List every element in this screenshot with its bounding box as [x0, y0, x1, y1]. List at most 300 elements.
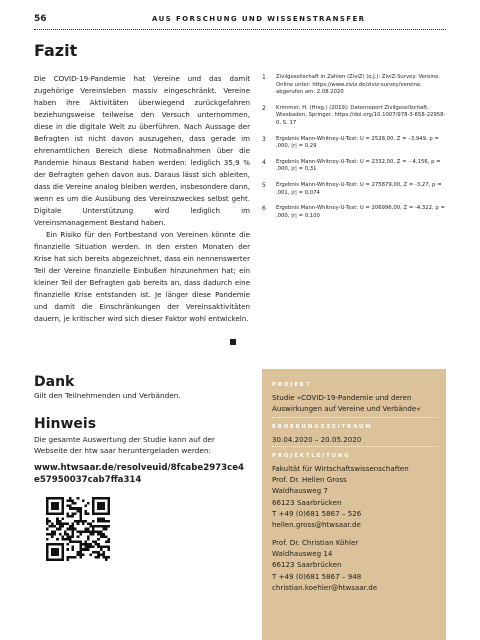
qr-module [102, 507, 105, 510]
qr-module [97, 520, 100, 523]
qr-module [72, 533, 75, 536]
qr-module [100, 535, 103, 538]
contact-block-koehler [272, 537, 442, 593]
qr-module [69, 525, 72, 528]
footnote-item [262, 205, 446, 220]
qr-module [95, 543, 98, 546]
qr-module [102, 535, 105, 538]
qr-module [79, 512, 82, 515]
qr-module [51, 543, 54, 546]
qr-module [51, 548, 54, 551]
qr-module [51, 502, 54, 505]
qr-module [56, 520, 59, 523]
qr-module [72, 535, 75, 538]
qr-module [46, 546, 49, 549]
qr-module [72, 525, 75, 528]
qr-module [79, 507, 82, 510]
qr-module [56, 551, 59, 554]
qr-module [56, 543, 59, 546]
qr-module [51, 507, 54, 510]
qr-module [84, 546, 87, 549]
qr-module [92, 525, 95, 528]
qr-module [107, 548, 110, 551]
qr-module [46, 558, 49, 561]
qr-module [79, 541, 82, 544]
qr-module [97, 507, 100, 510]
box-divider [272, 446, 438, 447]
qr-module [82, 530, 85, 533]
qr-module [74, 528, 77, 531]
qr-module [102, 520, 105, 523]
qr-module [72, 541, 75, 544]
qr-module [59, 497, 62, 500]
qr-module [61, 507, 64, 510]
qr-module [92, 528, 95, 531]
qr-module [107, 505, 110, 508]
qr-module [64, 523, 67, 526]
footnote-item [262, 159, 446, 174]
contact-line: 66123 Saarbrücken [272, 560, 342, 570]
footnotes-list [262, 74, 446, 228]
contact-email[interactable]: christian.koehler@htwsaar.de [272, 582, 378, 592]
qr-module [79, 533, 82, 536]
qr-module [97, 553, 100, 556]
qr-module [92, 520, 95, 523]
footnote-number: 3 [262, 135, 266, 143]
qr-module [61, 535, 64, 538]
zeitraum-label: ERHEBUNGSZEITRAUM [272, 424, 373, 430]
qr-module [79, 556, 82, 559]
qr-module [92, 510, 95, 513]
qr-module [102, 497, 105, 500]
qr-module [61, 497, 64, 500]
qr-module [49, 497, 52, 500]
qr-module [92, 541, 95, 544]
zeitraum-text: 30.04.2020 – 20.05.2020 [272, 435, 362, 444]
qr-module [90, 543, 93, 546]
qr-module [46, 543, 49, 546]
fazit-heading: Fazit [34, 41, 78, 60]
qr-module [61, 553, 64, 556]
qr-module [51, 558, 54, 561]
footnote-item [262, 105, 446, 128]
contact-line: Prof. Dr. Christian Köhler [272, 538, 359, 547]
qr-module [61, 510, 64, 513]
qr-module [95, 525, 98, 528]
qr-module [77, 530, 80, 533]
projekt-text: Studie »COVID-19-Pandemie und deren Auswirkungen auf Vereine und Verbände« [272, 393, 421, 414]
qr-module [107, 497, 110, 500]
qr-module [102, 551, 105, 554]
qr-module [95, 556, 98, 559]
qr-module [92, 505, 95, 508]
qr-module [69, 505, 72, 508]
qr-module [82, 543, 85, 546]
qr-module [90, 525, 93, 528]
qr-module [54, 507, 57, 510]
qr-module [49, 558, 52, 561]
qr-module [66, 535, 69, 538]
qr-module [77, 551, 80, 554]
qr-module [87, 512, 90, 515]
qr-module [56, 538, 59, 541]
qr-module [61, 556, 64, 559]
qr-module [46, 500, 49, 503]
qr-module [87, 538, 90, 541]
qr-module [79, 510, 82, 513]
qr-module [72, 548, 75, 551]
qr-module [46, 538, 49, 541]
qr-module [54, 497, 57, 500]
qr-module [87, 523, 90, 526]
qr-module [77, 535, 80, 538]
qr-module [87, 528, 90, 531]
qr-module [49, 512, 52, 515]
qr-module [97, 505, 100, 508]
fazit-paragraph-2: Ein Risiko für den Fortbestand von Vereinen könnte die finanzielle Situation werden. In den ersten Monaten der Krise hat sich bereits abgezeichnet, dass ein nennenswerter Teil der Vereine finanzielle Einbußen hinzunehmen hat; ein kleiner Teil der Befragten gab bereits an, dass dadurch eine finanzielle Krise entstanden ist. Je länger diese Pandemie und damit die Einschränkungen der Vereinsaktivitäten dauern, je kritischer wird sich dieser Faktor wohl entwickeln. [34, 230, 250, 323]
qr-module [64, 530, 67, 533]
qr-module [66, 512, 69, 515]
qr-module [100, 512, 103, 515]
qr-module [90, 553, 93, 556]
qr-module [56, 553, 59, 556]
qr-module [102, 533, 105, 536]
qr-module [107, 538, 110, 541]
qr-module [72, 515, 75, 518]
fazit-paragraph-1: Die COVID-19-Pandemie hat Vereine und das damit zugehörige Vereinsleben massiv eingeschränkt. Vereine haben ihre Aktivitäten überwiegend zurückgefahren beziehungsweise teilweise den Versuch unternommen, diese in die digitale Welt zu überführen. Nach Aussage der Befragten ist nicht davon auszugehen, dass gerade im ehrenamtlichen Bereich diese Notmaßnahmen über die Pandemie hinaus Bestand haben werden: lediglich 35,9 % der Befragten gehen davon aus. Daraus lässt sich ableiten, dass die Vereine analog bleiben werden, insbesondere dann, wenn es um die Ausübung des Vereinszweckes selbst geht. Digitale Unterstützung wird lediglich im Vereinsmanagement Bestand haben. [34, 74, 250, 227]
qr-module [87, 543, 90, 546]
qr-module [66, 558, 69, 561]
qr-module [82, 548, 85, 551]
qr-module [107, 525, 110, 528]
qr-module [87, 535, 90, 538]
box-divider [272, 417, 438, 418]
qr-module [107, 510, 110, 513]
qr-module [92, 497, 95, 500]
qr-module [69, 515, 72, 518]
footnote-text: Ergebnis Mann-Whitney-U-Test: U = 2332,00, Z = – 4,156, p = ,000, |r| = 0,31 [276, 158, 441, 173]
qr-module [100, 507, 103, 510]
qr-module [84, 543, 87, 546]
contact-line: Prof. Dr. Hellen Gross [272, 475, 347, 485]
qr-module [69, 500, 72, 503]
qr-module [97, 543, 100, 546]
qr-module [77, 507, 80, 510]
qr-module [102, 546, 105, 549]
contact-line: T +49 (0)681 5867 – 526 [272, 508, 362, 518]
qr-module [59, 523, 62, 526]
qr-module [100, 525, 103, 528]
qr-module [84, 505, 87, 508]
contact-line: Waldhausweg 14 [272, 549, 333, 559]
qr-module [56, 505, 59, 508]
qr-module [82, 500, 85, 503]
qr-module [59, 525, 62, 528]
footnote-number: 6 [262, 205, 266, 213]
footnote-number: 5 [262, 181, 266, 189]
qr-module [74, 502, 77, 505]
qr-module [97, 497, 100, 500]
qr-module [97, 530, 100, 533]
qr-module [100, 502, 103, 505]
qr-module [46, 510, 49, 513]
qr-module [100, 530, 103, 533]
contact-line: T +49 (0)681 5867 – 948 [272, 571, 362, 581]
qr-module [66, 538, 69, 541]
qr-module [56, 502, 59, 505]
qr-module [51, 525, 54, 528]
qr-module [97, 556, 100, 559]
qr-module [54, 502, 57, 505]
qr-module [66, 500, 69, 503]
qr-module [59, 528, 62, 531]
footnote-number: 2 [262, 104, 266, 112]
qr-module [84, 520, 87, 523]
contact-block-gross [272, 463, 442, 530]
qr-module [61, 505, 64, 508]
qr-module [72, 528, 75, 531]
qr-module [54, 530, 57, 533]
qr-module [79, 551, 82, 554]
qr-module [95, 530, 98, 533]
qr-module [102, 553, 105, 556]
qr-module [74, 512, 77, 515]
qr-module [97, 538, 100, 541]
qr-module [90, 523, 93, 526]
qr-module [46, 556, 49, 559]
qr-module [92, 530, 95, 533]
qr-module [100, 517, 103, 520]
qr-module [46, 502, 49, 505]
running-head: AUS FORSCHUNG UND WISSENSTRANSFER [152, 15, 366, 23]
dank-heading: Dank [34, 374, 75, 390]
qr-module [84, 528, 87, 531]
qr-module [51, 551, 54, 554]
qr-module [54, 525, 57, 528]
qr-module [79, 515, 82, 518]
qr-module [56, 548, 59, 551]
qr-module [54, 553, 57, 556]
qr-module [59, 533, 62, 536]
qr-module [46, 507, 49, 510]
qr-module [105, 546, 108, 549]
qr-module [54, 551, 57, 554]
qr-module [107, 500, 110, 503]
qr-module [107, 541, 110, 544]
qr-module [59, 558, 62, 561]
qr-module [105, 520, 108, 523]
qr-module [97, 517, 100, 520]
qr-module [79, 530, 82, 533]
qr-module [90, 546, 93, 549]
qr-module [66, 523, 69, 526]
fazit-body [34, 73, 250, 325]
qr-module [46, 505, 49, 508]
qr-module [61, 543, 64, 546]
qr-module [105, 541, 108, 544]
qr-module [54, 505, 57, 508]
qr-module [79, 517, 82, 520]
qr-module [51, 512, 54, 515]
qr-module [74, 507, 77, 510]
qr-module [84, 510, 87, 513]
footnote-text: Zivilgesellschaft in Zahlen (ZiviZ) (o.J.): ZiviZ-Survey: Vereine. Online unter: https://www.ziviz.de/ziviz-survey/vereine, abgerufen am: 2.08.2020 [276, 74, 441, 96]
qr-module [82, 553, 85, 556]
qr-module [97, 512, 100, 515]
qr-module [105, 535, 108, 538]
qr-module [61, 512, 64, 515]
qr-module [87, 502, 90, 505]
qr-module [92, 500, 95, 503]
footnote-text: Ergebnis Mann-Whitney-U-Test: U = 2528,00, Z = –3,949, p = ,000, |r| = 0,29 [276, 135, 439, 150]
qr-module [105, 558, 108, 561]
qr-module [95, 551, 98, 554]
qr-module [46, 551, 49, 554]
qr-module [107, 556, 110, 559]
qr-module [84, 548, 87, 551]
projektleitung-label: PROJEKTLEITUNG [272, 453, 351, 459]
qr-module [95, 497, 98, 500]
header-divider [34, 29, 446, 30]
qr-module [77, 553, 80, 556]
qr-module [66, 528, 69, 531]
qr-module [97, 551, 100, 554]
qr-module [72, 507, 75, 510]
qr-module [97, 546, 100, 549]
end-of-article-mark [230, 339, 236, 345]
qr-module [79, 553, 82, 556]
qr-module [84, 530, 87, 533]
qr-module [84, 541, 87, 544]
qr-module [59, 512, 62, 515]
qr-module [102, 512, 105, 515]
qr-module [56, 507, 59, 510]
qr-module [107, 512, 110, 515]
qr-module [105, 512, 108, 515]
footnote-number: 4 [262, 158, 266, 166]
qr-module [69, 497, 72, 500]
qr-module [79, 520, 82, 523]
qr-module [46, 528, 49, 531]
qr-module [84, 512, 87, 515]
qr-module [51, 533, 54, 536]
qr-module [74, 520, 77, 523]
qr-module [61, 558, 64, 561]
footnote-text: Ergebnis Mann-Whitney-U-Test: U = 206996,00, Z = -4,322, p = ,000, |r| = 0,100 [276, 205, 445, 219]
qr-module [105, 497, 108, 500]
qr-module [64, 538, 67, 541]
qr-module [105, 556, 108, 559]
qr-module [51, 530, 54, 533]
qr-module [90, 533, 93, 536]
footnote-item [262, 74, 446, 97]
qr-module [107, 520, 110, 523]
qr-module [54, 543, 57, 546]
qr-module [102, 502, 105, 505]
qr-module [87, 548, 90, 551]
qr-module [92, 507, 95, 510]
qr-module [66, 515, 69, 518]
contact-email[interactable]: hellen.gross@htwsaar.de [272, 520, 361, 530]
qr-module [51, 523, 54, 526]
qr-module [102, 556, 105, 559]
qr-module [77, 541, 80, 544]
qr-module [69, 556, 72, 559]
qr-module [87, 530, 90, 533]
qr-module [56, 517, 59, 520]
qr-module [61, 551, 64, 554]
qr-module [107, 502, 110, 505]
hinweis-heading: Hinweis [34, 416, 97, 432]
qr-module [77, 497, 80, 500]
qr-module [92, 533, 95, 536]
study-download-link[interactable]: www.htwsaar.de/resolveuid/8fcabe2973ce4e57950037cab7ffa314 [34, 463, 245, 485]
qr-module [77, 520, 80, 523]
qr-module [74, 556, 77, 559]
qr-module [61, 500, 64, 503]
qr-module [102, 528, 105, 531]
qr-module [66, 505, 69, 508]
qr-module [64, 533, 67, 536]
qr-module [66, 533, 69, 536]
qr-module [92, 512, 95, 515]
qr-module [107, 507, 110, 510]
contact-line: Waldhausweg 7 [272, 486, 328, 496]
qr-module [46, 512, 49, 515]
qr-module [49, 543, 52, 546]
qr-module [61, 546, 64, 549]
qr-module [82, 520, 85, 523]
qr-module [69, 535, 72, 538]
qr-module [51, 553, 54, 556]
page-number: 56 [34, 14, 47, 24]
qr-module [72, 530, 75, 533]
qr-module [61, 502, 64, 505]
qr-module [95, 541, 98, 544]
qr-module [102, 505, 105, 508]
qr-module [66, 548, 69, 551]
qr-module [49, 533, 52, 536]
qr-module [56, 512, 59, 515]
qr-module [46, 520, 49, 523]
qr-module [54, 548, 57, 551]
qr-module [72, 546, 75, 549]
qr-module [77, 523, 80, 526]
qr-module [61, 548, 64, 551]
qr-module [102, 517, 105, 520]
qr-module [46, 517, 49, 520]
qr-code-icon[interactable] [46, 497, 110, 561]
qr-module [56, 528, 59, 531]
qr-module [102, 525, 105, 528]
qr-module [51, 497, 54, 500]
qr-module [100, 520, 103, 523]
qr-module [46, 497, 49, 500]
qr-module [79, 548, 82, 551]
qr-module [49, 520, 52, 523]
qr-module [46, 553, 49, 556]
qr-module [100, 548, 103, 551]
qr-module [100, 553, 103, 556]
qr-module [105, 525, 108, 528]
qr-module [46, 533, 49, 536]
contact-line: 66123 Saarbrücken [272, 497, 342, 507]
projekt-label: PROJEKT [272, 382, 312, 388]
qr-module [90, 530, 93, 533]
qr-module [97, 533, 100, 536]
qr-module [61, 523, 64, 526]
qr-module [69, 507, 72, 510]
